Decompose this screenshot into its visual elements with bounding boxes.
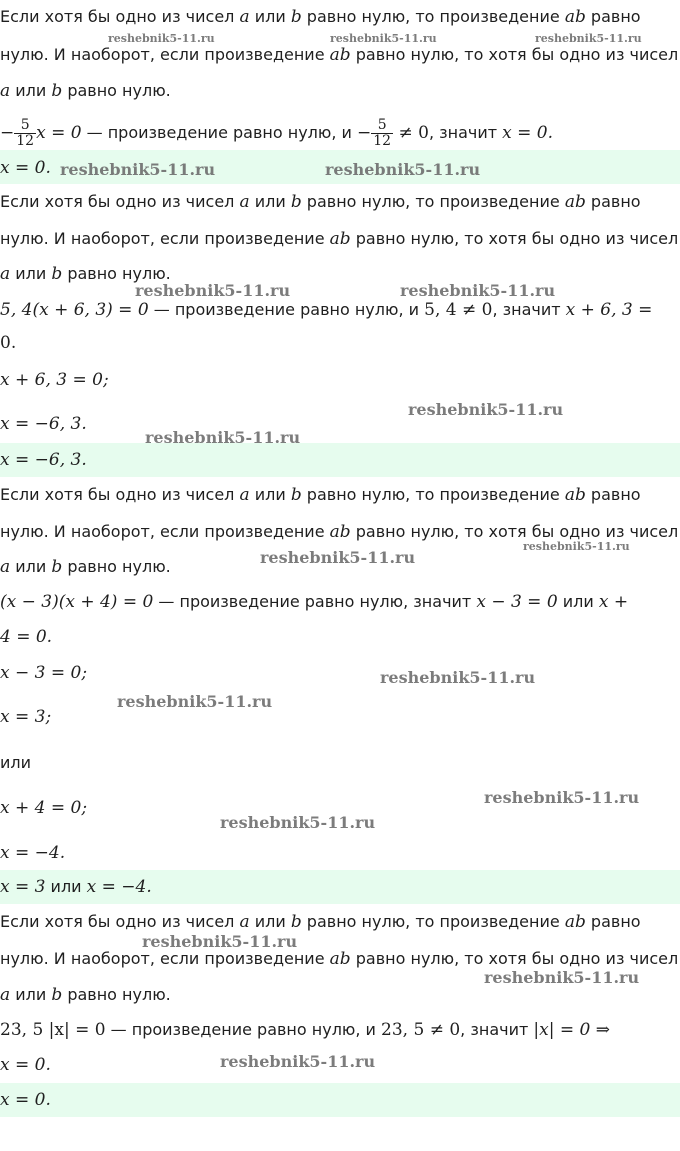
fraction: $\frac{5}{12}$ xyxy=(373,117,392,149)
step: x + 4 = 0; xyxy=(0,798,88,818)
fraction: $\frac{5}{12}$ xyxy=(16,117,35,149)
watermark: reshebnik5-11.ru xyxy=(145,428,301,447)
watermark: reshebnik5-11.ru xyxy=(484,788,640,807)
rule-line-3: a или b равно нулю. xyxy=(0,557,171,577)
rule-line-2: нулю. И наоборот, если произведение ab равно нулю, то хотя бы одно из чисел xyxy=(0,949,679,969)
answer: x = 0. xyxy=(0,1090,51,1110)
step: x = 0. xyxy=(0,1055,51,1075)
watermark: reshebnik5-11.ru xyxy=(325,160,481,179)
solution-line: (x − 3)(x + 4) = 0 — произведение равно нулю, значит x − 3 = 0 или x + xyxy=(0,592,629,612)
solution-line-cont: 4 = 0. xyxy=(0,627,53,647)
rule-line-1: Если хотя бы одно из чисел a или b равно нулю, то произведение ab равно xyxy=(0,192,641,212)
rule-line-3: a или b равно нулю. xyxy=(0,264,171,284)
watermark: reshebnik5-11.ru xyxy=(108,32,215,45)
solution-line: 5, 4(x + 6, 3) = 0 — произведение равно нулю, и 5, 4 ≠ 0, значит x + 6, 3 = xyxy=(0,300,653,320)
rule-line-1: Если хотя бы одно из чисел a или b равно нулю, то произведение ab равно xyxy=(0,7,641,27)
solution-line: − $\frac{5}{12}$ x = 0 — произведение равно нулю, и − $\frac{5}{12}$ ≠ 0, значит x = 0. xyxy=(0,117,554,149)
answer: x = 0. xyxy=(0,158,51,178)
rule-line-1: Если хотя бы одно из чисел a или b равно нулю, то произведение ab равно xyxy=(0,485,641,505)
rule-line-1: Если хотя бы одно из чисел a или b равно нулю, то произведение ab равно xyxy=(0,912,641,932)
watermark: reshebnik5-11.ru xyxy=(408,400,564,419)
answer: x = −6, 3. xyxy=(0,450,87,470)
rule-line-2: нулю. И наоборот, если произведение ab равно нулю, то хотя бы одно из чисел xyxy=(0,229,679,249)
watermark: reshebnik5-11.ru xyxy=(220,1052,376,1071)
watermark: reshebnik5-11.ru xyxy=(400,281,556,300)
watermark: reshebnik5-11.ru xyxy=(135,281,291,300)
solution-line: 23, 5 |x| = 0 — произведение равно нулю, и 23, 5 ≠ 0, значит |x| = 0 ⇒ xyxy=(0,1020,610,1040)
step-or: или xyxy=(0,753,32,772)
rule-line-3: a или b равно нулю. xyxy=(0,985,171,1005)
rule-line-2: нулю. И наоборот, если произведение ab равно нулю, то хотя бы одно из чисел xyxy=(0,45,679,65)
step: x + 6, 3 = 0; xyxy=(0,370,109,390)
solution-line-cont: 0. xyxy=(0,333,17,353)
watermark: reshebnik5-11.ru xyxy=(535,32,642,45)
answer-band xyxy=(0,1083,680,1117)
rule-line-3: a или b равно нулю. xyxy=(0,81,171,101)
answer: x = 3 или x = −4. xyxy=(0,877,152,897)
watermark: reshebnik5-11.ru xyxy=(260,548,416,567)
watermark: reshebnik5-11.ru xyxy=(380,668,536,687)
watermark: reshebnik5-11.ru xyxy=(330,32,437,45)
watermark: reshebnik5-11.ru xyxy=(220,813,376,832)
watermark: reshebnik5-11.ru xyxy=(523,540,630,553)
step: x = −6, 3. xyxy=(0,414,87,434)
step: x = 3; xyxy=(0,707,52,727)
watermark: reshebnik5-11.ru xyxy=(142,932,298,951)
step: x = −4. xyxy=(0,843,66,863)
step: x − 3 = 0; xyxy=(0,663,88,683)
watermark: reshebnik5-11.ru xyxy=(484,968,640,987)
rule-line-2: нулю. И наоборот, если произведение ab равно нулю, то хотя бы одно из чисел xyxy=(0,522,679,542)
answer-band xyxy=(0,443,680,477)
watermark: reshebnik5-11.ru xyxy=(60,160,216,179)
watermark: reshebnik5-11.ru xyxy=(117,692,273,711)
